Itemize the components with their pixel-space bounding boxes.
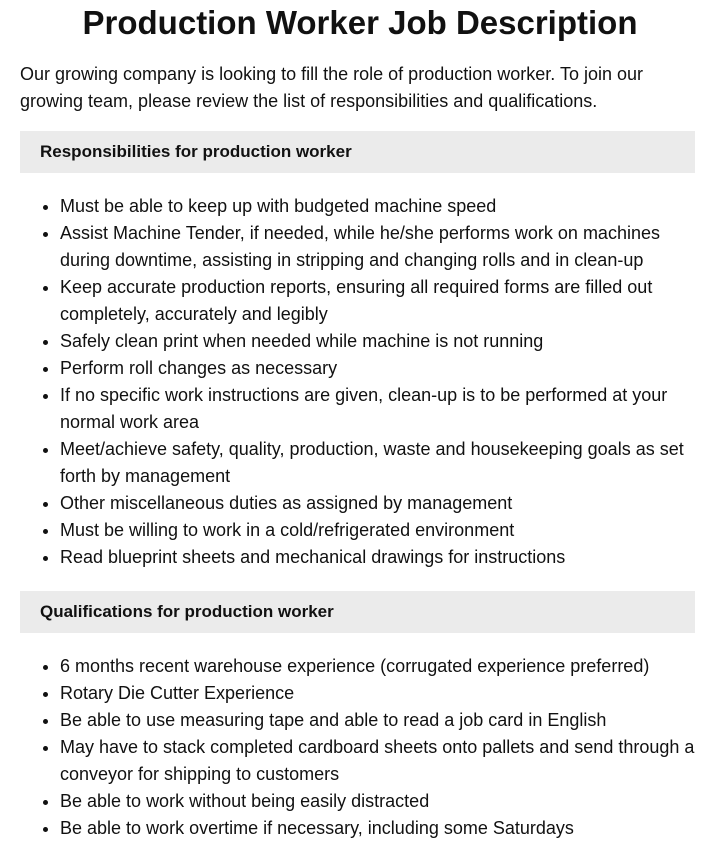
list-item: • If no specific work instructions are given, clean-up is to be performed at your normal work area bbox=[60, 382, 700, 436]
list-item: • Perform roll changes as necessary bbox=[60, 355, 700, 382]
list-item: • Keep accurate production reports, ensuring all required forms are filled out completely, accurately and legibly bbox=[60, 274, 700, 328]
list-item: • Other miscellaneous duties as assigned by management bbox=[60, 490, 700, 517]
list-item: • Assist Machine Tender, if needed, while he/she performs work on machines during downtime, assisting in stripping and changing rolls and in clean-up bbox=[60, 220, 700, 274]
list-item: • Be able to use measuring tape and able to read a job card in English bbox=[60, 707, 700, 734]
intro-paragraph: Our growing company is looking to fill the role of production worker. To join our growing team, please review the list of responsibilities and qualifications. bbox=[20, 64, 643, 111]
list-item: • Meet/achieve safety, quality, production, waste and housekeeping goals as set forth by management bbox=[60, 436, 700, 490]
list-item: • Must be able to keep up with budgeted machine speed bbox=[60, 193, 700, 220]
list-item: • Be able to work overtime if necessary, including some Saturdays bbox=[60, 815, 700, 842]
list-item: • Read blueprint sheets and mechanical drawings for instructions bbox=[60, 544, 700, 571]
qualifications-list bbox=[0, 653, 700, 842]
qualifications-heading: Qualifications for production worker bbox=[20, 591, 695, 633]
page-title: Production Worker Job Description bbox=[82, 4, 638, 41]
list-item: • Must be willing to work in a cold/refrigerated environment bbox=[60, 517, 700, 544]
list-item: • Safely clean print when needed while machine is not running bbox=[60, 328, 700, 355]
responsibilities-list bbox=[0, 193, 700, 571]
list-item: • May have to stack completed cardboard sheets onto pallets and send through a conveyor for shipping to customers bbox=[60, 734, 700, 788]
list-item: • 6 months recent warehouse experience (corrugated experience preferred) bbox=[60, 653, 700, 680]
list-item: • Rotary Die Cutter Experience bbox=[60, 680, 700, 707]
responsibilities-heading: Responsibilities for production worker bbox=[20, 131, 695, 173]
list-item: • Be able to work without being easily distracted bbox=[60, 788, 700, 815]
